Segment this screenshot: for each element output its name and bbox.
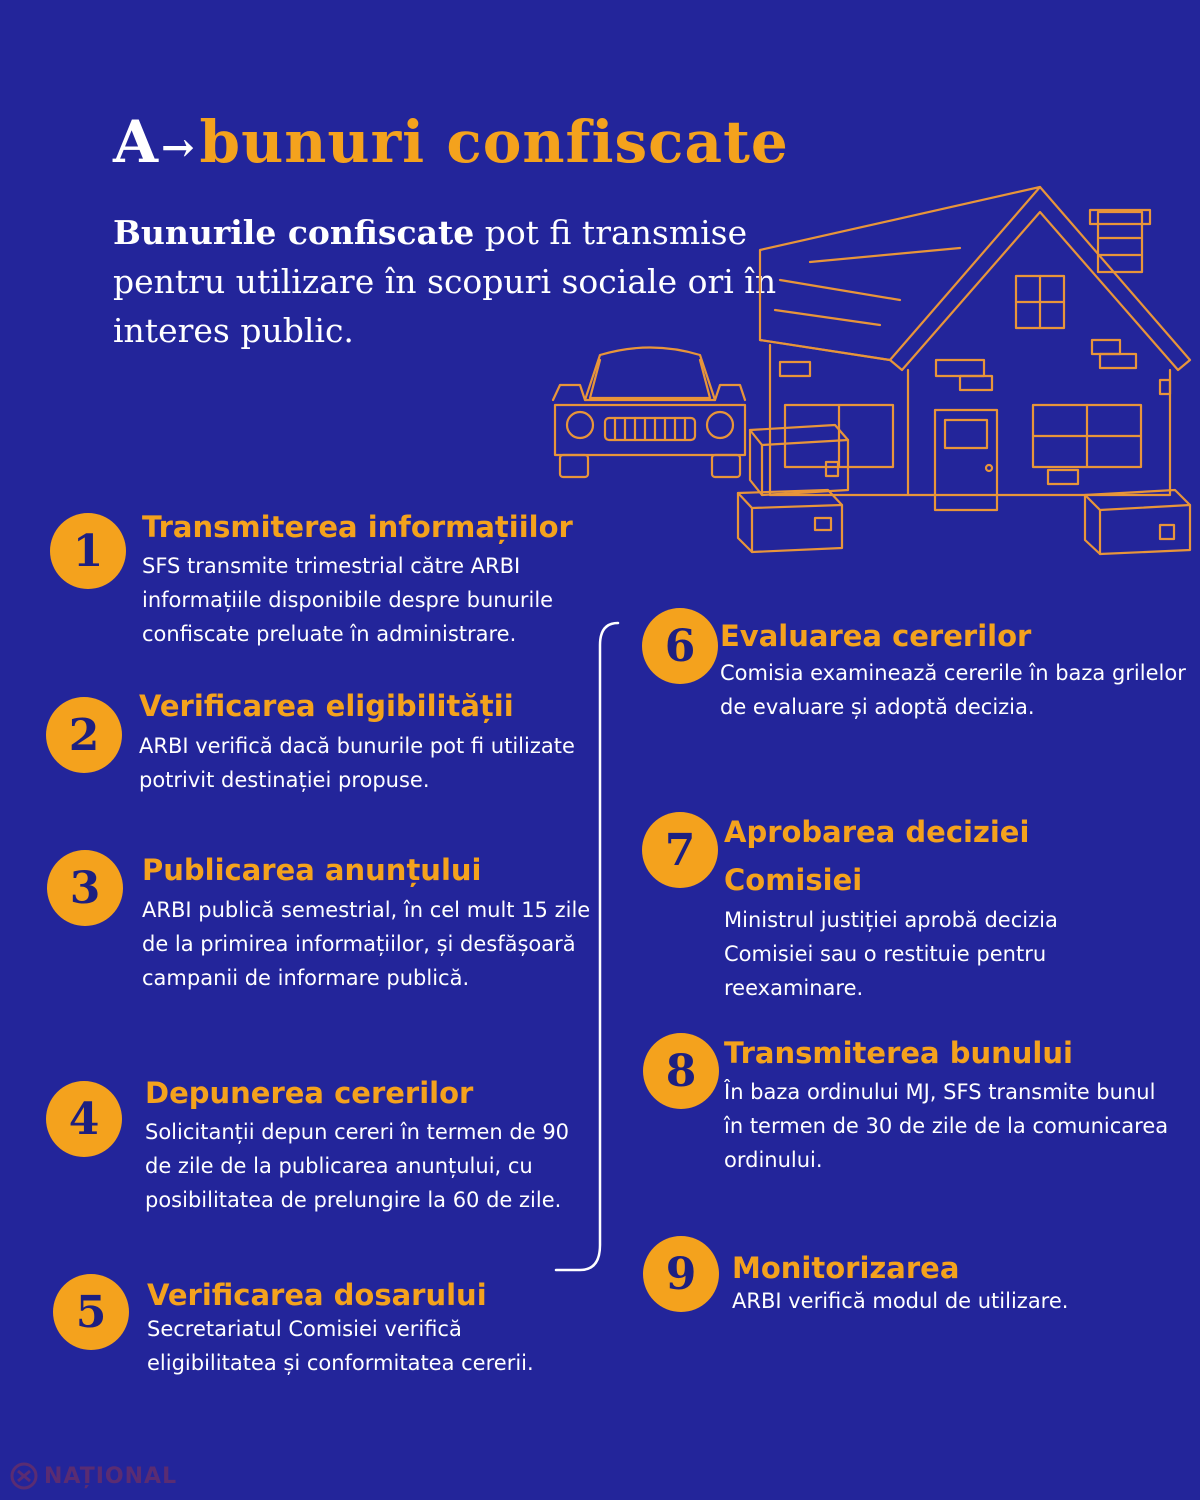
step-8-description: În baza ordinului MJ, SFS transmite bunul în termen de 30 de zile de la comunicarea ordinului. bbox=[724, 1080, 1169, 1172]
step-7-description: Ministrul justiției aprobă decizia Comisiei sau o restituie pentru reexaminare. bbox=[724, 908, 1058, 1000]
step-9-title: Monitorizarea bbox=[732, 1251, 960, 1285]
bracket-connector bbox=[550, 615, 630, 1275]
step-8-title: Transmiterea bunului bbox=[724, 1036, 1073, 1070]
step-7-title: Aprobarea deciziei Comisiei bbox=[724, 815, 1030, 897]
house-icon bbox=[760, 187, 1190, 510]
illustration bbox=[545, 180, 1195, 560]
title-main: bunuri confiscate bbox=[199, 108, 789, 176]
step-4-badge: 4 bbox=[46, 1081, 122, 1157]
step-5-description: Secretariatul Comisiei verifică eligibilitatea și conformitatea cererii. bbox=[147, 1317, 534, 1375]
step-2-title: Verificarea eligibilității bbox=[139, 689, 514, 723]
subtitle-bold: Bunurile confiscate bbox=[113, 213, 475, 252]
step-1-description: SFS transmite trimestrial către ARBI informațiile disponibile despre bunurile confiscate preluate în administrare. bbox=[142, 554, 554, 646]
title-prefix: A bbox=[113, 108, 160, 176]
step-2-badge: 2 bbox=[46, 697, 122, 773]
step-3-description: ARBI publică semestrial, în cel mult 15 zile de la primirea informațiilor, și desfășoară campanii de informare publică. bbox=[142, 898, 591, 990]
step-1-badge: 1 bbox=[50, 513, 126, 589]
step-3-badge: 3 bbox=[47, 850, 123, 926]
step-9-description: ARBI verifică modul de utilizare. bbox=[732, 1289, 1069, 1313]
subtitle-text: pot fi transmise pentru utilizare în scopuri sociale ori în interes public. bbox=[113, 213, 777, 350]
step-1-title: Transmiterea informațiilor bbox=[142, 510, 573, 544]
watermark bbox=[10, 1462, 177, 1490]
step-9-badge: 9 bbox=[643, 1236, 719, 1312]
step-6-badge: 6 bbox=[642, 608, 718, 684]
step-5-title: Verificarea dosarului bbox=[147, 1278, 487, 1312]
step-7-badge: 7 bbox=[642, 812, 718, 888]
step-2-description: ARBI verifică dacă bunurile pot fi utilizate potrivit destinației propuse. bbox=[139, 734, 575, 792]
step-6-description: Comisia examinează cererile în baza grilelor de evaluare și adoptă decizia. bbox=[720, 661, 1186, 719]
step-3-title: Publicarea anunțului bbox=[142, 853, 482, 887]
step-5-badge: 5 bbox=[53, 1274, 129, 1350]
step-4-description: Solicitanții depun cereri în termen de 90 de zile de la publicarea anunțului, cu posibilitatea de prelungire la 60 de zile. bbox=[145, 1120, 570, 1212]
arrow-icon: → bbox=[161, 123, 196, 171]
box-icon bbox=[738, 425, 1190, 554]
step-6-title: Evaluarea cererilor bbox=[720, 619, 1032, 653]
car-icon bbox=[553, 348, 745, 478]
logo-icon bbox=[10, 1462, 38, 1490]
step-8-badge: 8 bbox=[643, 1033, 719, 1109]
page-title bbox=[113, 108, 789, 176]
step-4-title: Depunerea cererilor bbox=[145, 1076, 474, 1110]
watermark-text: NAȚIONAL bbox=[44, 1463, 178, 1489]
